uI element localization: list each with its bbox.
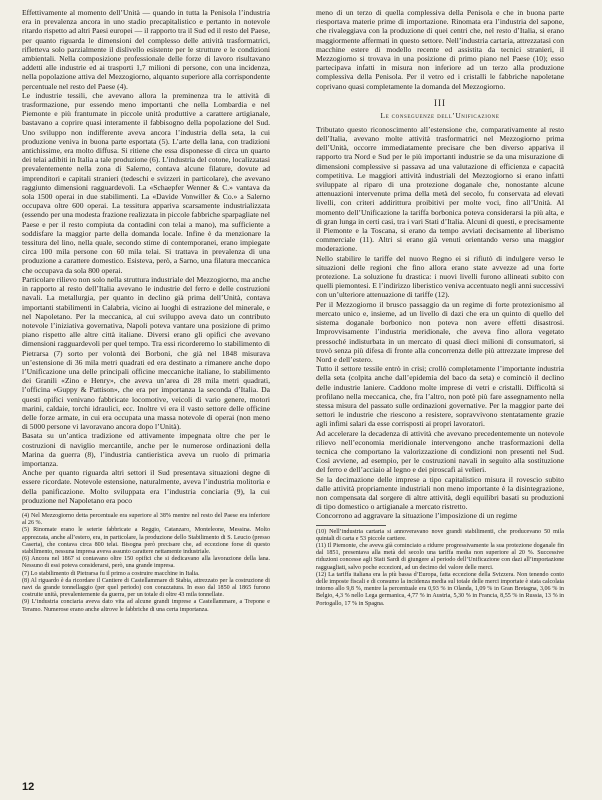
paragraph: Basata su un’antica tradizione ed attivamente impegnata oltre che per le costruzioni di naviglio mercantile, anche per le numerose ordinazioni della Marina da guerra (8), l’industria cantieristica aveva un ruolo di primaria importanza. (22, 431, 270, 468)
section-title: Le conseguenze dell’Unificazione (380, 110, 500, 120)
footnote: (9) L’industria conciaria aveva dato vita ad alcune grandi imprese a Castellammare, a Trepone e Teramo. Numerose erano anche altrove le fabbriche di una certa importanza. (22, 599, 270, 613)
footnote: (7) Lo stabilimento di Pietrarsa fu il primo a costruire macchine in Italia. (22, 570, 200, 577)
left-body-text (22, 8, 270, 505)
page-number: 12 (22, 781, 35, 793)
paragraph: Nello stabilire le tariffe del nuovo Regno ei si rifiutò di indulgere verso le situazioni delle regioni che fino allora erano state avvezze ad una forte protezione. La soluzione fu drastica: i nuovi livelli furono allineati subito con quelli piemontesi. E l’indirizzo liberistico veniva accentuato negli anni successivi con un’ulteriore attenuazione di tariffe (12). (316, 253, 564, 300)
footnote: (10) Nell’industria cartaria si annoveravano nove grandi stabilimenti, che producevano 50 mila quintali di carta e 53 piccole cartiere. (316, 528, 564, 542)
right-body-text-top (316, 8, 564, 91)
footnote: (4) Nel Mezzogiorno detta percentuale era superiore al 38% mentre nel resto del Paese era inferiore al 26 %. (22, 512, 270, 527)
paragraph: Particolare rilievo non solo nella struttura industriale del Mezzogiorno, ma anche in rapporto al resto dell’Italia avevano le industrie del ferro e delle costruzioni navali. La metallurgia, per quanto in declino già prima dell’Unità, contava importanti stabilimenti in Calabria, vicino ai luoghi di estrazione del minerale, e nel Napoletano. Per la meccanica, al cui sviluppo aveva dato un contributo notevole l’iniziativa governativa, Napoli poteva vantare una posizione di primo piano rispetto alle altre città italiane. Diversi erano gli opifici che avevano dimensioni ragguardevoli per quel tempo. Tra essi ricorderemo lo stabilimento di Pietrarsa (7) sorto per volontà dei Borboni, che già nel 1848 misurava un’estensione di 36 mila metri quadrati ed era destinato a rimanere anche dopo l’Unificazione una delle principali officine meccaniche italiane, lo stabilimento dei Granili «Zino e Henry», che aveva un’area di 28 mila metri quadrati, l’officina «Guppy & Pattison», che era per importanza la seconda d’Italia. Da questi opifici venivano fabbricate locomotive, veicoli di vario genere, motori marini, caldaie, torchi idraulici, ecc. Inoltre vi era il vasto settore delle officine delle forze armate, in cui era occupata una massa notevole di operai (non meno di 5000 persone vi lavoravano ancora dopo l’Unità). (22, 274, 270, 432)
paragraph: Le industrie tessili, che avevano allora la preminenza tra le attività di trasformazione, pur essendo meno importanti che nella Lombardia e nel Piemonte e più frantumate in piccole unità produttive a carattere artigianale, bastavano a coprire quasi interamente il fabbisogno della popolazione del Sud. Uno sviluppo non indifferente aveva ancora l’industria della seta, la cui produzione veniva in buona parte esportata (5). L’arte della lana, con tradizioni antichissime, era molto diffusa. Si ritiene che essa disponesse di circa un quarto dei telai adibiti in Italia a tale produzione (6). L’industria del cotone, localizzatasi prevalentemente nella zona di Salerno, contava alcune filature, dovute ad imprenditori e capitali stranieri (tedeschi e svizzeri in particolare), che avevano raggiunto dimensioni ragguardevoli. La «Schaepfer Wenner & C.» vantava da sola 1500 operai in due stabilimenti. La «Davide Vonwiller & Co.» a Salerno occupava oltre 600 operai. La tessitura appariva scarsamente industrializzata (essendo per una modesta frazione realizzata in piccole fabbriche sparpagliate nel Paese e per il resto compiuta da contadini con telai a mano), ma sufficiente a soddisfare la maggior parte della domanda locale. Infine è da menzionare la tessitura del lino, nella quale, secondo stime di contemporanei, erano impiegate circa 100 mila persone con 60 mila telai. Si trattava in prevalenza di una produzione a carattere domestico. Esisteva, però, a Sarno, una filatura meccanica che occupava da sola 800 operai. (22, 90, 270, 275)
footnote: (5) Rinomate erano le seterie fabbricate a Reggio, Catanzaro, Monteleone, Messina. Molto apprezzata, anche all’estero, era, in particolare, la produzione dello Stabilimento di S. Leucio (presso Caserta), che contava circa 800 telai. Bisogna però precisare che, ad eccezione forse di questo stabilimento, nessuna impresa aveva assunto carattere nettamente industriale. (22, 527, 270, 555)
right-column (316, 8, 564, 783)
paragraph: Tutto il settore tessile entrò in crisi; crollò completamente l’importante industria della seta (colpita anche dall’epidemia del baco da seta) e cominciò il declino delle industrie laniere. Caddono molte imprese di vetri e cristalli. Difficoltà si profilano nella meccanica, che, fra l’altro, non potè più fare assegnamento nella stessa misura del passato sulle ordinazioni governative. Per la maggior parte dei settori le industrie che riescono a resistere, sopravvivono stentatamente grazie agli infimi salari da esse corrisposti ai propri lavoratori. (316, 364, 564, 429)
paragraph: Effettivamente al momento dell’Unità — quando in tutta la Penisola l’industria era in prevalenza ancora in uno stadio precapitalistico e pertanto in notevole ritardo rispetto ad altri Paesi europei — il rapporto tra il Sud ed il resto del Paese, per quanto riguarda le dimensioni del complesso delle attività trasformatrici, rifletteva solo parzialmente il dislivello esistente per le strutture e le condizioni ambientali. Nella composizione professionale delle forze di lavoro risultavano addetti alle industrie ed ai trasporti 1,7 milioni di persone, con una incidenza, nella popolazione attiva del Mezzogiorno, alquanto superiore alla corrispondente percentuale nel resto del Paese (4). (22, 8, 270, 91)
section-number: III (434, 97, 446, 108)
right-footnotes (316, 529, 564, 608)
footnote: (11) Il Piemonte, che aveva già cominciato a ridurre progressivamente la sua protezione doganale fin dal 1851, presentava alla metà del secolo una tariffa media non superiore al 20 %. Successive riduzioni concesse agli Stati Sardi di giungere al periodo dell’Unificazione con dazi all’importazione ragguagliati, salvo poche eccezioni, ad un decimo del valore delle merci. (316, 542, 564, 571)
paragraph: Per il Mezzogiorno il brusco passaggio da un regime di forte protezionismo al mercato unico e, insieme, ad un livello di dazi che era un quinto di quello del sistema doganale borbonico non poteva non avere effetti disastrosi. Improvvisamente l’industria meridionale, che aveva fino allora vegetato pressoché indisturbata in un mercato di quasi dieci milioni di consumatori, si trovò senza più difesa di fronte alla concorrenza delle più attrezzate imprese del Nord e dell’estero. (316, 299, 564, 364)
footnote: (8) Al riguardo è da ricordare il Cantiere di Castellammare di Stabia, attrezzato per la costruzione di navi da grande tonnellaggio (per quel periodo) con corazzatura. In esso dal 1850 al 1865 furono costruite unità, prevalentemente da guerra, per un totale di oltre 43 mila tonnellate. (22, 577, 270, 599)
paragraph: Ad accelerare la decadenza di attività che avevano precedentemente un notevole rilievo nell’economia meridionale intervengono anche trasformazioni della tecnica che comportano la valorizzazione di condizioni non presenti nel Sud. Così avviene, ad esempio, per le costruzioni navali in seguito alla sostituzione del ferro e dell’acciaio al legno e dei piroscafi ai velieri. (316, 428, 564, 475)
paragraph: meno di un terzo di quella complessiva della Penisola e che in buona parte riesportava materie prime di importazione. Rinomata era l’industria del sapone, che rivaleggiava con la produzione di quei centri che, nel resto d’Italia, si erano maggiormente affermati in questo settore. Nell’industria cartaria, attrezzatasi con macchine estere di modello recente ed assistita da tecnici stranieri, il Mezzogiorno si trovava in una posizione di primo piano nel Paese (10); esso partecipava infatti in misura non inferiore ad un terzo alla produzione complessiva della Penisola. Per il vetro ed i cristalli le fabbriche napoletane coprivano quasi completamente la domanda del Mezzogiorno. (316, 8, 564, 91)
paragraph: Anche per quanto riguarda altri settori il Sud presentava situazioni degne di essere ricordate. Notevole estensione, naturalmente, aveva l’industria molitoria e della panificazione. Molto sviluppata era l’industria conciaria (9), la cui produzione nel Napoletano era poco (22, 468, 270, 505)
footnote-divider (22, 509, 92, 510)
paragraph: Tributato questo riconoscimento all’estensione che, comparativamente al resto dell’Italia, avevano molte attività trasformatrici nel Mezzogiorno prima dell’Unità, occorre immediatamente precisare che ben diverso appariva il rapporto tra Nord e Sud per le più importanti industrie se da una misurazione di dimensioni complessive si passava ad una valutazione di efficienza e capacità competitiva. Le maggiori attività industriali del Mezzogiorno si erano infatti sviluppate al riparo di una protezione doganale che, nonostante alcune attenuazioni intervenute prima della metà del secolo, fu conservata ad elevati livelli, con criteri addirittura proibitivi per molte voci, fino all’Unità. Al momento dell’Unificazione la tariffa borbonica poteva considerarsi la più alta, e di gran lunga in certi casi, tra i vari Stati d’Italia. Alcuni di questi, e precisamente il Piemonte e la Toscana, si erano da tempo avviati decisamente al liberismo commerciale (11). Altri si erano già venuti orientando verso una maggior moderazione. (316, 124, 564, 254)
paragraph: Se la decimazione delle imprese a tipo capitalistico misura il rovescio subito dalle attività propriamente industriali non meno importante è la disintegrazione, non compensata dal sorgere di altre attività, degli equilibri basati su produzioni di tipo domestico o artigianale a mercato ristretto. (316, 474, 564, 512)
footnote: (6) Ancora nel 1867 si contavano oltre 150 opifici che si dedicavano alla lavorazione della lana. Nessuno di essi poteva considerarsi, però, una grande impresa. (22, 556, 270, 570)
paragraph: Concorrono ad aggravare la situazione l’imposizione di un regime (316, 511, 518, 521)
left-footnotes (22, 513, 270, 614)
footnote: (12) La tariffa italiana era la più bassa d’Europa, fatta eccezione della Svizzera. Non tenendo conto delle imposte fiscali e di consumo la incidenza media sul totale delle merci importate è stata calcolata intorno allo 9,8 %, mentre la percentuale era 0,93 % in Olanda, 1,09 % in Gran Bretagna, 3,06 % in Belgio, 4,3 % nello Lega germanica, 4,77 % in Austria, 5,30 % in Francia, 8,55 % in Russia, 13 % in Portogallo, 17 % in Spagna. (316, 571, 564, 607)
footnote-divider (316, 525, 386, 526)
right-body-text (316, 125, 564, 521)
left-column (22, 8, 270, 783)
